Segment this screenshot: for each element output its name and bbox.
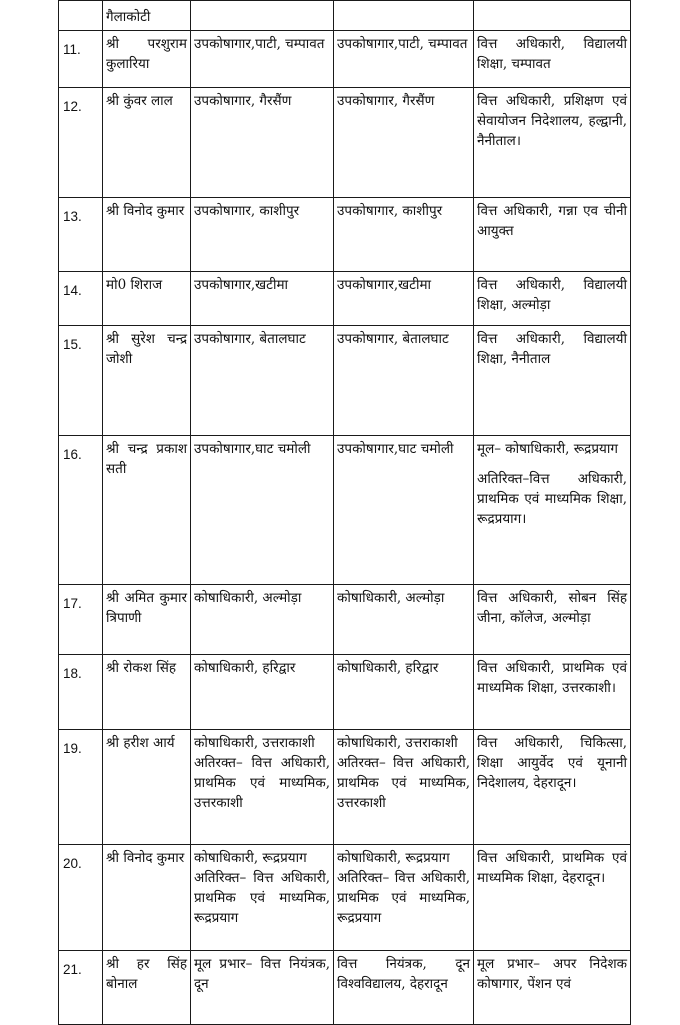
table-row bbox=[59, 730, 631, 845]
current-posting: उपकोषागार,घाट चमोली bbox=[191, 436, 334, 585]
additional-charge: वित्त अधिकारी, प्राथमिक एवं माध्यमिक शिक्षा, देहरादून। bbox=[474, 845, 631, 951]
additional-charge: मूल प्रभार– अपर निदेशक कोषागार, पेंशन एवं bbox=[474, 951, 631, 1025]
table-row bbox=[59, 436, 631, 585]
officer-name: श्री अमित कुमार त्रिपाणी bbox=[103, 585, 191, 655]
new-posting: उपकोषागार, गैरसैंण bbox=[334, 88, 474, 198]
new-posting: उपकोषागार, काशीपुर bbox=[334, 198, 474, 272]
new-posting bbox=[334, 1, 474, 31]
new-posting: उपकोषागार, बेतालघाट bbox=[334, 326, 474, 436]
original-charge: कोषाधिकारी, रूद्रप्रयाग bbox=[194, 850, 307, 866]
current-posting bbox=[191, 730, 334, 845]
additional-charge: वित्त अधिकारी, प्राथमिक एवं माध्यमिक शिक्षा, उत्तरकाशी। bbox=[474, 655, 631, 730]
serial-number: 14. bbox=[59, 272, 103, 326]
serial-number: 12. bbox=[59, 88, 103, 198]
serial-number: 20. bbox=[59, 845, 103, 951]
new-posting: कोषाधिकारी, अल्मोड़ा bbox=[334, 585, 474, 655]
current-posting bbox=[191, 1, 334, 31]
extra-charge: अतिरिक्त– वित्त अधिकारी, प्राथमिक एवं माध्यमिक, रूद्रप्रयाग bbox=[194, 870, 330, 926]
table-row bbox=[59, 272, 631, 326]
current-posting: उपकोषागार, गैरसैंण bbox=[191, 88, 334, 198]
original-charge: कोषाधिकारी, उत्तराकाशी bbox=[337, 735, 458, 751]
new-posting bbox=[334, 730, 474, 845]
serial-number: 19. bbox=[59, 730, 103, 845]
serial-number: 17. bbox=[59, 585, 103, 655]
table-row bbox=[59, 585, 631, 655]
additional-charge: वित्त अधिकारी, विद्यालयी शिक्षा, चम्पावत bbox=[474, 31, 631, 88]
officer-name: श्री चन्द्र प्रकाश सती bbox=[103, 436, 191, 585]
current-posting: मूल प्रभार– वित्त नियंत्रक, दून bbox=[191, 951, 334, 1025]
additional-charge: वित्त अधिकारी, प्रशिक्षण एवं सेवायोजन निदेशालय, हल्द्वानी, नैनीताल। bbox=[474, 88, 631, 198]
additional-charge: वित्त अधिकारी, चिकित्सा, शिक्षा आयुर्वेद एवं यूनानी निदेशालय, देहरादून। bbox=[474, 730, 631, 845]
original-charge: मूल– कोषाधिकारी, रूद्रप्रयाग bbox=[477, 441, 618, 457]
extra-charge: अतिरक्त– वित्त अधिकारी, प्राथमिक एवं माध्यमिक, उत्तरकाशी bbox=[194, 755, 330, 811]
original-charge: कोषाधिकारी, रूद्रप्रयाग bbox=[337, 850, 450, 866]
table-row bbox=[59, 655, 631, 730]
current-posting: उपकोषागार,खटीमा bbox=[191, 272, 334, 326]
table-row bbox=[59, 951, 631, 1025]
serial-number: 16. bbox=[59, 436, 103, 585]
new-posting bbox=[334, 845, 474, 951]
extra-charge: अतिरिक्त–वित्त अधिकारी, प्राथमिक एवं माध्यमिक शिक्षा, रूद्रप्रयाग। bbox=[477, 471, 627, 527]
additional-charge: वित्त अधिकारी, विद्यालयी शिक्षा, अल्मोड़ा bbox=[474, 272, 631, 326]
current-posting: उपकोषागार, बेतालघाट bbox=[191, 326, 334, 436]
serial-number: 21. bbox=[59, 951, 103, 1025]
serial-number: 11. bbox=[59, 31, 103, 88]
table-row bbox=[59, 326, 631, 436]
officer-name: श्री परशुराम कुलारिया bbox=[103, 31, 191, 88]
serial-number: 15. bbox=[59, 326, 103, 436]
current-posting: उपकोषागार, काशीपुर bbox=[191, 198, 334, 272]
officer-name: श्री हर सिंह बोनाल bbox=[103, 951, 191, 1025]
officer-name: गैलाकोटी bbox=[103, 1, 191, 31]
new-posting: कोषाधिकारी, हरिद्वार bbox=[334, 655, 474, 730]
new-posting: उपकोषागार,घाट चमोली bbox=[334, 436, 474, 585]
additional-charge bbox=[474, 1, 631, 31]
new-posting: उपकोषागार,खटीमा bbox=[334, 272, 474, 326]
new-posting: वित्त नियंत्रक, दून विश्वविद्यालय, देहरादून bbox=[334, 951, 474, 1025]
officer-name: श्री सुरेश चन्द्र जोशी bbox=[103, 326, 191, 436]
new-posting: उपकोषागार,पाटी, चम्पावत bbox=[334, 31, 474, 88]
serial-number: 18. bbox=[59, 655, 103, 730]
serial-number: 13. bbox=[59, 198, 103, 272]
table-row bbox=[59, 198, 631, 272]
table-row bbox=[59, 88, 631, 198]
additional-charge: वित्त अधिकारी, विद्यालयी शिक्षा, नैनीताल bbox=[474, 326, 631, 436]
current-posting: कोषाधिकारी, हरिद्वार bbox=[191, 655, 334, 730]
officer-name: मो0 शिराज bbox=[103, 272, 191, 326]
table-row bbox=[59, 845, 631, 951]
table-row bbox=[59, 1, 631, 31]
current-posting bbox=[191, 845, 334, 951]
officer-name: श्री हरीश आर्य bbox=[103, 730, 191, 845]
officer-name: श्री विनोद कुमार bbox=[103, 845, 191, 951]
extra-charge: अतिरिक्त– वित्त अधिकारी, प्राथमिक एवं माध्यमिक, रूद्रप्रयाग bbox=[337, 870, 470, 926]
table-row bbox=[59, 31, 631, 88]
officer-name: श्री रोकश सिंह bbox=[103, 655, 191, 730]
additional-charge bbox=[474, 436, 631, 585]
serial-number bbox=[59, 1, 103, 31]
transfer-table bbox=[58, 0, 631, 1025]
current-posting: उपकोषागार,पाटी, चम्पावत bbox=[191, 31, 334, 88]
officer-name: श्री कुंवर लाल bbox=[103, 88, 191, 198]
additional-charge: वित्त अधिकारी, गन्ना एव चीनी आयुक्त bbox=[474, 198, 631, 272]
current-posting: कोषाधिकारी, अल्मोड़ा bbox=[191, 585, 334, 655]
additional-charge: वित्त अधिकारी, सोबन सिंह जीना, कॉलेज, अल्मोड़ा bbox=[474, 585, 631, 655]
extra-charge: अतिरक्त– वित्त अधिकारी, प्राथमिक एवं माध्यमिक, उत्तरकाशी bbox=[337, 755, 470, 811]
original-charge: कोषाधिकारी, उत्तराकाशी bbox=[194, 735, 315, 751]
officer-name: श्री विनोद कुमार bbox=[103, 198, 191, 272]
